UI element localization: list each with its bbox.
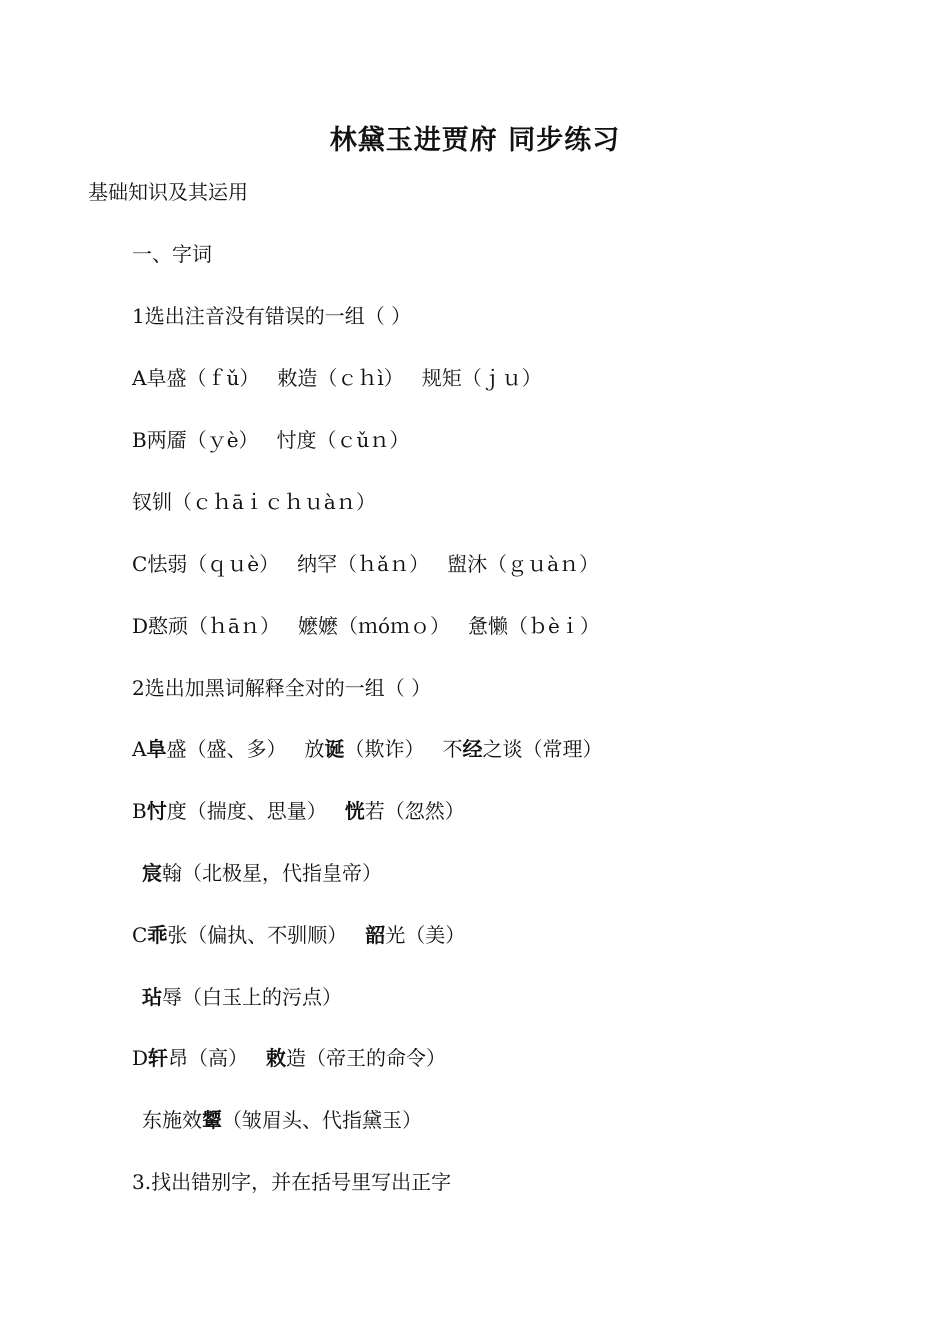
bold-word: 恍 [344,799,365,823]
option-label: C [132,552,148,576]
option-label: A [132,366,147,390]
option-label: C [132,923,148,947]
bold-word: 经 [462,737,483,761]
question-2-option-b [132,797,465,825]
option-text: 之谈（常理） [482,737,603,761]
option-text: 盛（盛、多） [166,737,287,761]
section-heading: 基础知识及其运用 [88,180,248,204]
bold-word: 韶 [365,923,386,947]
option-text: 若（忽然） [364,799,465,823]
option-item: 憨顽（ｈāｎ） [148,614,280,638]
option-item: 怯弱（ｑｕè） [147,552,280,576]
question-2-option-c [132,921,465,949]
option-text: 翰（北极星，代指皇帝） [162,861,382,885]
question-1-option-a [132,364,542,392]
option-text: （欺诈） [344,737,425,761]
question-3-stem: 3.找出错别字，并在括号里写出正字 [132,1170,452,1194]
option-item: 惫懒（ｂèｉ） [468,614,600,638]
bold-word: 阜 [146,737,167,761]
option-item: 忖度（ｃǔｎ） [276,428,410,452]
option-item: 盥沐（ｇｕàｎ） [447,552,600,576]
option-item: 阜盛（ｆǔ） [146,366,260,390]
bold-word: 宸 [142,861,162,885]
option-text: 造（帝王的命令） [286,1046,447,1070]
question-1-option-b [132,426,409,454]
bold-word: 乖 [147,923,168,947]
option-text: （皱眉头、代指黛玉） [222,1108,422,1132]
question-2-option-c-continued [142,983,342,1011]
bold-word: 颦 [202,1108,222,1132]
option-label: D [132,1046,149,1070]
question-1-option-b-continued: 钗钏（ｃｈāｉｃｈｕàｎ） [132,490,376,514]
question-1-stem: 1选出注音没有错误的一组（ ） [132,304,412,328]
option-item: 规矩（ｊｕ） [421,366,542,390]
question-2-option-a [132,735,602,763]
question-2-stem: 2选出加黑词解释全对的一组（ ） [132,676,432,700]
bold-word: 轩 [148,1046,169,1070]
bold-word: 忖 [146,799,167,823]
option-text: 光（美） [385,923,466,947]
option-label: A [132,737,147,761]
question-1-option-c [132,550,599,578]
option-label: B [132,428,147,452]
bold-word: 玷 [142,985,162,1009]
bold-word: 诞 [324,737,345,761]
question-2-option-d [132,1044,446,1072]
option-text: 东施效 [142,1108,202,1132]
option-item: 敕造（ｃｈì） [277,366,404,390]
bold-word: 敕 [266,1046,287,1070]
question-2-option-b-continued [142,859,382,887]
option-text: 放 [304,737,325,761]
option-item: 嬷嬷（ｍóｍｏ） [297,614,451,638]
option-item: 纳罕（ｈǎｎ） [297,552,430,576]
option-item: 两靥（ｙè） [146,428,259,452]
option-text: 度（揣度、思量） [166,799,327,823]
option-label: D [132,614,149,638]
page-title: 林黛玉进贾府 同步练习 [329,125,621,156]
subsection-heading: 一、字词 [132,242,212,266]
option-text: 不 [442,737,463,761]
option-text: 昂（高） [168,1046,249,1070]
question-2-option-d-continued [142,1106,422,1134]
option-text: 辱（白玉上的污点） [162,985,342,1009]
option-label: B [132,799,147,823]
question-1-option-d [132,612,600,640]
option-text: 张（偏执、不驯顺） [167,923,348,947]
